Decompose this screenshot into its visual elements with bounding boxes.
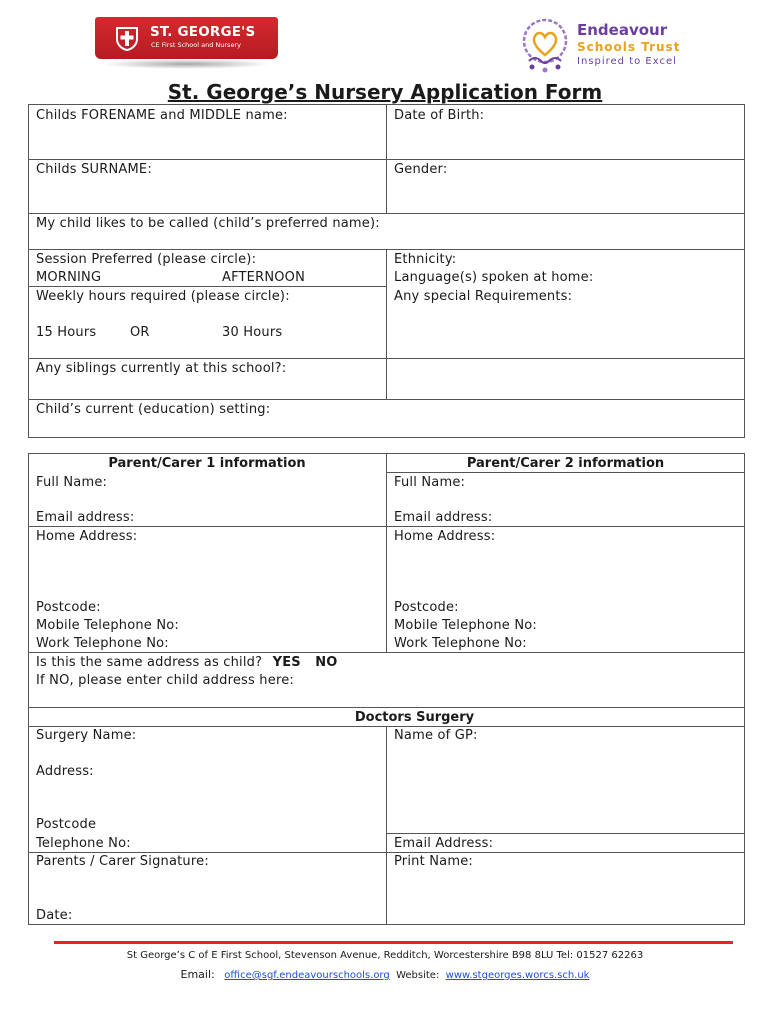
carer2-postcode-label: Postcode: (394, 600, 459, 615)
footer-divider (54, 941, 733, 944)
hours-or-text: OR (130, 325, 150, 340)
trust-logo-name: Endeavour (577, 21, 668, 39)
carer1-email-label: Email address: (36, 510, 135, 525)
logo-shadow (101, 59, 272, 69)
surgery-address-label: Address: (36, 764, 94, 779)
footer-address: St George’s C of E First School, Stevenson Avenue, Redditch, Worcestershire B98 8LU Tel: 01527 62263 (126, 950, 644, 961)
trust-logo (521, 17, 691, 77)
preferred-name-label: My child likes to be called (child’s preferred name): (36, 216, 380, 231)
footer-contact (0, 968, 770, 981)
carer2-heading: Parent/Carer 2 information (466, 456, 665, 471)
child-address-label: If NO, please enter child address here: (36, 673, 294, 688)
gp-name-label: Name of GP: (394, 728, 478, 743)
session-afternoon-option[interactable]: AFTERNOON (222, 270, 306, 285)
school-logo-subtitle: CE First School and Nursery (151, 41, 241, 49)
same-address-no-option[interactable]: NO (315, 655, 338, 670)
date-label: Date: (36, 908, 73, 923)
footer-email-label: Email: (180, 968, 215, 981)
endeavour-heart-icon (521, 17, 569, 75)
siblings-label: Any siblings currently at this school?: (36, 361, 287, 376)
cross-shield-icon (115, 26, 139, 51)
surgery-name-label: Surgery Name: (36, 728, 137, 743)
languages-label: Language(s) spoken at home: (394, 270, 594, 285)
carer2-work-label: Work Telephone No: (394, 636, 527, 651)
carer1-heading: Parent/Carer 1 information (108, 456, 306, 471)
surgery-email-label: Email Address: (394, 836, 494, 851)
weekly-hours-label: Weekly hours required (please circle): (36, 289, 290, 304)
logo-badge (95, 17, 278, 59)
surgery-telephone-label: Telephone No: (36, 836, 131, 851)
hours-15-option[interactable]: 15 Hours (36, 325, 97, 340)
carer1-home-address-label: Home Address: (36, 529, 138, 544)
footer-website-link[interactable]: www.stgeorges.worcs.sch.uk (445, 970, 590, 981)
gender-label: Gender: (394, 162, 448, 177)
surgery-postcode-label: Postcode (36, 817, 97, 832)
surname-label: Childs SURNAME: (36, 162, 152, 177)
carer2-full-name-label: Full Name: (394, 475, 466, 490)
session-label: Session Preferred (please circle): (36, 252, 257, 267)
school-logo (95, 17, 278, 69)
carer2-mobile-label: Mobile Telephone No: (394, 618, 537, 633)
current-setting-label: Child’s current (education) setting: (36, 402, 271, 417)
same-address-yes-option[interactable]: YES (272, 655, 301, 670)
dob-label: Date of Birth: (394, 108, 485, 123)
carer1-full-name-label: Full Name: (36, 475, 108, 490)
carer1-postcode-label: Postcode: (36, 600, 101, 615)
trust-logo-line2: Schools Trust (577, 40, 681, 54)
carer2-home-address-label: Home Address: (394, 529, 496, 544)
ethnicity-label: Ethnicity: (394, 252, 457, 267)
doctors-surgery-heading: Doctors Surgery (354, 710, 475, 725)
trust-logo-tagline: Inspired to Excel (577, 56, 677, 67)
footer-email-link[interactable]: office@sgf.endeavourschools.org (224, 970, 390, 981)
same-address-question (36, 654, 338, 672)
carer1-work-label: Work Telephone No: (36, 636, 169, 651)
hours-30-option[interactable]: 30 Hours (222, 325, 283, 340)
forename-label: Childs FORENAME and MIDDLE name: (36, 108, 288, 123)
footer-website-label: Website: (396, 970, 440, 981)
session-morning-option[interactable]: MORNING (36, 270, 102, 285)
form-title: St. George’s Nursery Application Form (167, 80, 603, 104)
carer2-email-label: Email address: (394, 510, 493, 525)
carer1-mobile-label: Mobile Telephone No: (36, 618, 179, 633)
same-address-label: Is this the same address as child? (36, 655, 263, 670)
signature-label: Parents / Carer Signature: (36, 854, 209, 869)
school-logo-name: ST. GEORGE'S (150, 24, 256, 40)
print-name-label: Print Name: (394, 854, 473, 869)
special-requirements-label: Any special Requirements: (394, 289, 573, 304)
